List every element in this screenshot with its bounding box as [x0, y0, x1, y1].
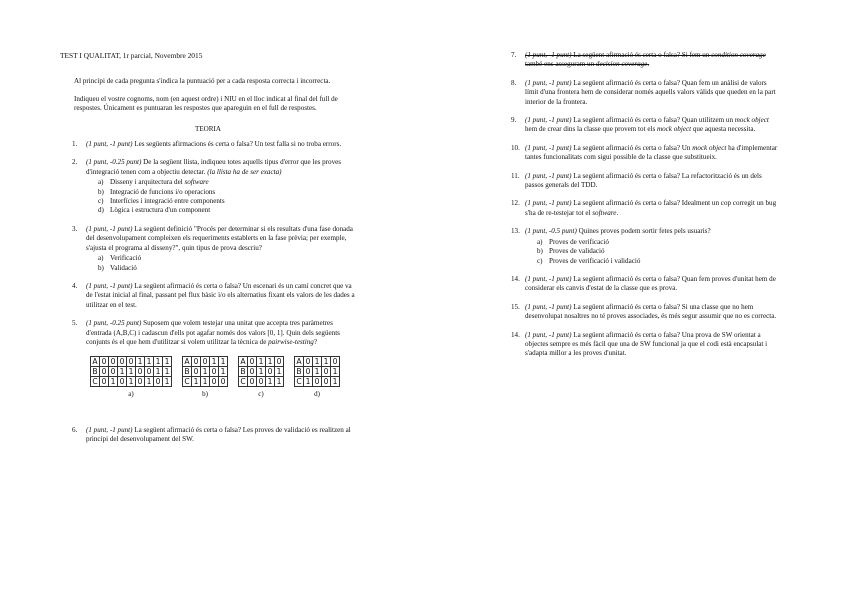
question-15 [499, 303, 781, 322]
question-note: (la llista ha de ser exacta) [205, 167, 282, 176]
value-cell: 1 [322, 357, 331, 367]
parameter-cell: B [240, 367, 246, 377]
pairwise-table-3 [238, 356, 284, 399]
question-score: (1 punt, -0.25 punt) [86, 319, 142, 328]
question-number: 3. [72, 224, 78, 233]
value-cell: 1 [219, 357, 228, 367]
exam-title: TEST I QUALITAT, 1r parcial, Novembre 2015 [60, 51, 203, 60]
value-cell: 0 [145, 367, 154, 377]
answer-option: a) Proves de verificació [537, 237, 609, 246]
value-cell: 0 [304, 367, 313, 377]
question-12: 12. (1 punt, -1 punt) La següent afirmació és certa o falsa? Idealment un cop corregit un bug s'ha de re-testejar tot el software. [511, 199, 777, 217]
table-row [91, 367, 172, 377]
value-cell: 0 [118, 377, 127, 387]
value-cell: 0 [136, 377, 145, 387]
value-cell: 0 [210, 367, 219, 377]
question-9: 9. (1 punt, -1 punt) La següent afirmació és certa o falsa? Quan utilitzem un mock object hem de crear dins la classe que provem tot els mock object que aquesta necessita. [511, 116, 769, 134]
question-score: (1 punt, -1 punt) [525, 302, 572, 311]
value-cell: 1 [219, 367, 228, 377]
table-row [183, 367, 228, 377]
value-cell: 1 [257, 357, 266, 367]
parameter-cell: C [184, 377, 190, 387]
value-cell: 1 [304, 377, 313, 387]
parameter-cell: B [184, 367, 190, 377]
value-cell: 1 [275, 377, 284, 387]
question-number: 4. [72, 281, 78, 290]
value-cell: 1 [313, 367, 322, 377]
table-row [91, 357, 172, 367]
question-score: (1 punt, -1 punt) [86, 224, 133, 233]
value-cell: 1 [145, 377, 154, 387]
question-score: (1 punt, -0.5 punt) [525, 227, 577, 236]
value-cell: 0 [313, 377, 322, 387]
question-score: (1 punt, -0.25 punt) [86, 158, 142, 167]
table-row [183, 357, 228, 367]
question-score: (1 punt, -1 punt) [525, 330, 572, 339]
question-number: 12. [511, 199, 520, 208]
value-cell: 1 [201, 377, 210, 387]
value-cell: 0 [100, 367, 109, 377]
pairwise-table-4 [294, 356, 340, 399]
value-cell: 1 [145, 357, 154, 367]
pairwise-tables [90, 356, 356, 399]
table-row [295, 377, 340, 387]
question-number: 1. [72, 140, 78, 149]
pairwise-table-2 [182, 356, 228, 399]
value-cell: 1 [127, 377, 136, 387]
value-table [294, 356, 340, 387]
value-cell: 0 [266, 367, 275, 377]
question-number: 11. [511, 171, 520, 180]
question-number: 10. [511, 143, 520, 152]
parameter-cell: C [92, 377, 98, 387]
table-row [295, 367, 340, 377]
question-7: 7. (1 punt, -1 punt) La següent afirmació és certa o falsa? Si fem un condition coverage també ens asseguram un decision coverage. [511, 51, 766, 69]
value-cell: 0 [248, 367, 257, 377]
intro-paragraph-2: Indiqueu el vostre cognoms, nom (en aquest ordre) i NIU en el lloc indicat al final del full de respostes. Únicament es puntuaran les respostes que apareguin en el full de respostes. [74, 94, 338, 113]
value-cell: 1 [163, 357, 172, 367]
parameter-cell: B [296, 367, 302, 377]
value-cell: 0 [201, 357, 210, 367]
answer-options [86, 178, 356, 216]
answer-options [86, 254, 356, 273]
question-16 [499, 331, 781, 359]
question-term: pairwise-testing [268, 337, 314, 346]
question-text: La següent afirmació és certa o falsa? Les proves de validació es realitzen al principi del desenvolupament del SW. [86, 425, 351, 444]
answer-option: b) Integració de funcions i/o operacions [98, 187, 216, 196]
question-13 [499, 227, 781, 266]
question-text: La següent afirmació és certa o falsa? Quan fem un anàlisi de valors límit d'una frontera hem de considerar només aquells valors vàlids que queden en la part interior de la frontera. [525, 78, 776, 106]
question-number: 8. [511, 78, 517, 87]
answer-option: a) Verificació [98, 254, 142, 263]
value-cell: 1 [109, 377, 118, 387]
value-cell: 0 [136, 367, 145, 377]
question-11 [499, 172, 781, 191]
question-number: 9. [511, 116, 517, 125]
question-3 [60, 225, 356, 273]
value-cell: 0 [322, 377, 331, 387]
table-option-label: a) [128, 390, 134, 399]
value-cell: 1 [275, 367, 284, 377]
question-text: La següent afirmació és certa o falsa? Quan fem proves d'unitat hem de considerar els canvis d'estat de la classe que es prova. [525, 274, 776, 293]
parameter-cell: C [296, 377, 302, 387]
question-number: 14. [511, 330, 520, 339]
right-column [499, 51, 781, 368]
question-score: (1 punt, -1 punt) [525, 78, 572, 87]
value-cell: 0 [100, 377, 109, 387]
question-8 [499, 79, 781, 107]
intro-paragraph-1: Al principi de cada pregunta s'indica la puntuació per a cada resposta correcta i incorrecta. [74, 77, 331, 86]
question-score: (1 punt, -1 punt) [525, 51, 572, 59]
answer-option: c) Proves de verificació i validació [537, 256, 641, 265]
question-10: 10. (1 punt, -1 punt) La següent afirmació és certa o falsa? Un mock object ha d'implementar tantes funcionalitats com sigui possible de la classe que substitueix. [511, 143, 778, 162]
value-cell: 0 [248, 377, 257, 387]
question-text: La següent afirmació és certa o falsa? La refactorització és un dels passos generals del TDD. [525, 171, 762, 190]
table-option-label: c) [258, 390, 264, 399]
table-row [183, 377, 228, 387]
question-score: (1 punt, -1 punt) [86, 425, 133, 434]
value-table [182, 356, 228, 387]
question-text: Suposem que volem testejar una unitat que accepta tres paràmetres d'entrada (A,B,C) i cadascun d'ells pot agafar només dos valors [0, 1]. Quin dels següents conjunts és el que hem d'utilitzar si volem utilitzar la tècnica de [86, 319, 340, 346]
value-cell: 1 [163, 367, 172, 377]
value-cell: 1 [210, 357, 219, 367]
value-cell: 1 [331, 377, 340, 387]
parameter-cell: C [240, 377, 246, 387]
parameter-cell: A [184, 357, 190, 367]
question-2 [60, 158, 356, 215]
table-row [239, 367, 284, 377]
value-cell: 0 [118, 357, 127, 367]
answer-option: b) Proves de validació [537, 247, 605, 256]
question-text: La següent afirmació és certa o falsa? Un escenari és un camí concret que va de l'estat inicial al final, passant pel flux bàsic i/o els alternatius fixant els valors de les dades a utilitzar en el test. [86, 281, 355, 309]
question-score: (1 punt, -1 punt) [525, 143, 572, 152]
answer-option: b) Validació [98, 263, 137, 272]
value-cell: 0 [192, 367, 201, 377]
answer-option: d) Lògica i estructura d'un component [98, 206, 211, 215]
question-score: (1 punt, -1 punt) [525, 171, 572, 180]
value-cell: 1 [313, 357, 322, 367]
table-row [91, 377, 172, 387]
question-score: (1 punt, -1 punt) [86, 140, 133, 149]
value-cell: 1 [266, 357, 275, 367]
question-text: La següent definició "Procés per determinar si els resultats d'una fase donada del desenvolupament compleixen els requeriments establerts en la fase prèvia; per exemple, s'ajusta el programa al disseny?", quin tipus de prova descriu? [86, 224, 353, 252]
value-cell: 1 [154, 367, 163, 377]
question-text: La següent afirmació és certa o falsa? Una prova de SW orientat a objectes sempre es més fàcil que una de SW funcional ja que el codi està encapsulat i s'adapta millor a les proves d'unitat. [525, 330, 768, 358]
value-table [238, 356, 284, 387]
question-14 [499, 275, 781, 294]
value-cell: 0 [304, 357, 313, 367]
question-number: 6. [72, 425, 78, 434]
value-cell: 1 [266, 377, 275, 387]
value-cell: 1 [127, 367, 136, 377]
table-row [239, 357, 284, 367]
question-score: (1 punt, -1 punt) [86, 281, 133, 290]
value-cell: 0 [322, 367, 331, 377]
value-cell: 1 [118, 367, 127, 377]
value-cell: 0 [154, 377, 163, 387]
question-score: (1 punt, -1 punt) [525, 199, 572, 208]
question-number: 15. [511, 302, 520, 311]
value-cell: 0 [210, 377, 219, 387]
value-cell: 1 [136, 357, 145, 367]
question-score: (1 punt, -1 punt) [525, 274, 572, 283]
question-number: 14. [511, 274, 520, 283]
value-cell: 1 [154, 357, 163, 367]
question-score: (1 punt, -1 punt) [525, 116, 572, 125]
table-row [295, 357, 340, 367]
value-cell: 0 [248, 357, 257, 367]
question-text: La següent afirmació és certa o falsa? Si una classe que no hem desenvolupat nosaltres no té proves associades, és més segur assumir que no es correcta. [525, 302, 777, 321]
question-number: 13. [511, 227, 520, 236]
value-cell: 0 [127, 357, 136, 367]
question-number: 7. [511, 51, 517, 59]
question-text: Les següents afirmacions és certa o falsa? Un test falla si no troba errors. [132, 140, 342, 149]
question-1 [60, 140, 356, 149]
pairwise-table-1 [90, 356, 172, 399]
left-column [60, 51, 356, 454]
section-heading: TEORIA [194, 124, 221, 133]
value-cell: 0 [192, 357, 201, 367]
question-number: 5. [72, 319, 78, 328]
value-table [90, 356, 172, 387]
value-cell: 0 [109, 357, 118, 367]
table-option-label: b) [202, 390, 208, 399]
value-cell: 0 [275, 357, 284, 367]
value-cell: 0 [109, 367, 118, 377]
question-number: 2. [72, 158, 78, 167]
parameter-cell: A [240, 357, 246, 367]
value-cell: 0 [257, 377, 266, 387]
value-cell: 1 [201, 367, 210, 377]
question-text: De la següent llista, indiqueu totes aquells tipus d'error que les proves d'integració tenen com a objectiu detectar. [86, 158, 342, 176]
parameter-cell: B [92, 367, 98, 377]
question-5: 5. (1 punt, -0.25 punt) Suposem que volem testejar una unitat que accepta tres paràmetres d'entrada (A,B,C) i cadascun d'ells pot agafar només dos valors [0, 1]. Quin dels següents conjunts és el que hem d'utilitzar si volem utilitzar la tècnica de pairwise-testing? A 0 0 0 0 1 1 1 1 B 0 0 1 1 0 0 1 1 C 0 1 0 1 0 1 0 1 a) A 0 0 1 1 B 0 1 0 1 C 1 1 0 0 b) A 0 1 1 0 B 0 1 0 1 C 0 0 1 1 c) A 0 1 1 0 B 0 1 0 1 C 1 0 0 1 d) [60, 319, 356, 400]
value-cell: 0 [331, 357, 340, 367]
value-cell: 0 [100, 357, 109, 367]
value-cell: 1 [331, 367, 340, 377]
table-option-label: d) [314, 390, 320, 399]
value-cell: 0 [219, 377, 228, 387]
value-cell: 1 [192, 377, 201, 387]
answer-options [525, 238, 781, 266]
question-6 [60, 426, 356, 445]
answer-option: a) Disseny i arquitectura del software [98, 178, 209, 187]
value-cell: 1 [257, 367, 266, 377]
answer-option: c) Interfícies i integració entre components [98, 197, 225, 206]
parameter-cell: A [92, 357, 98, 367]
question-text: Quines proves podem sortir fetes pels usuaris? [576, 227, 711, 236]
question-4 [60, 282, 356, 310]
value-cell: 1 [163, 377, 172, 387]
table-row [239, 377, 284, 387]
parameter-cell: A [296, 357, 302, 367]
